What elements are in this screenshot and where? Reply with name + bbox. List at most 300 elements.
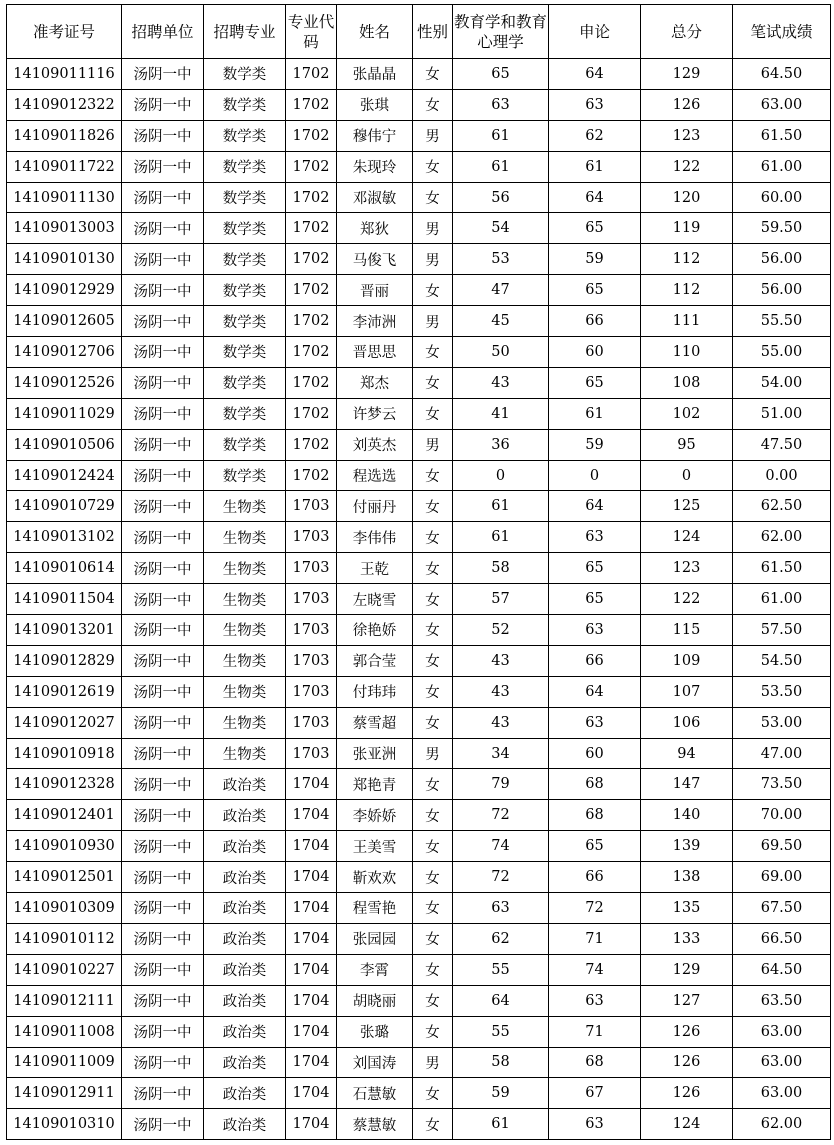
written-score-cell: 55.50 (733, 306, 831, 337)
major-cell: 数学类 (204, 89, 286, 120)
written-score-cell: 51.00 (733, 398, 831, 429)
essay-cell: 66 (549, 862, 641, 893)
total-cell: 125 (641, 491, 733, 522)
table-row (7, 1109, 831, 1140)
name-cell: 李娇娇 (337, 800, 413, 831)
written-score-cell: 64.50 (733, 59, 831, 90)
gender-cell: 男 (413, 738, 453, 769)
exam-id-cell: 14109011029 (7, 398, 122, 429)
education-psychology-cell: 61 (453, 1109, 549, 1140)
major-cell: 生物类 (204, 738, 286, 769)
written-score-cell: 73.50 (733, 769, 831, 800)
gender-cell: 男 (413, 120, 453, 151)
table-row (7, 1047, 831, 1078)
major-code-cell: 1702 (286, 429, 337, 460)
written-score-cell: 64.50 (733, 954, 831, 985)
essay-cell: 0 (549, 460, 641, 491)
education-psychology-cell: 43 (453, 707, 549, 738)
major-cell: 数学类 (204, 151, 286, 182)
essay-cell: 74 (549, 954, 641, 985)
education-psychology-cell: 47 (453, 275, 549, 306)
table-row (7, 676, 831, 707)
name-cell: 刘英杰 (337, 429, 413, 460)
unit-cell: 汤阴一中 (122, 120, 204, 151)
total-cell: 126 (641, 1047, 733, 1078)
essay-cell: 66 (549, 306, 641, 337)
major-cell: 数学类 (204, 460, 286, 491)
gender-cell: 女 (413, 367, 453, 398)
header-name: 姓名 (337, 5, 413, 59)
exam-id-cell: 14109012424 (7, 460, 122, 491)
unit-cell: 汤阴一中 (122, 831, 204, 862)
name-cell: 徐艳娇 (337, 615, 413, 646)
name-cell: 靳欢欢 (337, 862, 413, 893)
name-cell: 郭合莹 (337, 645, 413, 676)
name-cell: 马俊飞 (337, 244, 413, 275)
gender-cell: 女 (413, 182, 453, 213)
name-cell: 晋丽 (337, 275, 413, 306)
exam-id-cell: 14109012929 (7, 275, 122, 306)
total-cell: 109 (641, 645, 733, 676)
total-cell: 124 (641, 1109, 733, 1140)
essay-cell: 68 (549, 1047, 641, 1078)
exam-id-cell: 14109011116 (7, 59, 122, 90)
written-score-cell: 63.00 (733, 89, 831, 120)
exam-id-cell: 14109012619 (7, 676, 122, 707)
gender-cell: 女 (413, 584, 453, 615)
major-cell: 数学类 (204, 398, 286, 429)
major-cell: 生物类 (204, 676, 286, 707)
written-score-cell: 63.50 (733, 985, 831, 1016)
major-cell: 数学类 (204, 337, 286, 368)
essay-cell: 65 (549, 831, 641, 862)
major-code-cell: 1703 (286, 738, 337, 769)
written-score-cell: 59.50 (733, 213, 831, 244)
exam-id-cell: 14109010112 (7, 923, 122, 954)
table-row (7, 491, 831, 522)
name-cell: 张琪 (337, 89, 413, 120)
essay-cell: 67 (549, 1078, 641, 1109)
exam-score-table (6, 4, 831, 1140)
major-code-cell: 1704 (286, 1016, 337, 1047)
unit-cell: 汤阴一中 (122, 275, 204, 306)
written-score-cell: 61.50 (733, 553, 831, 584)
essay-cell: 63 (549, 707, 641, 738)
gender-cell: 女 (413, 553, 453, 584)
major-code-cell: 1704 (286, 1109, 337, 1140)
table-row (7, 738, 831, 769)
major-cell: 政治类 (204, 769, 286, 800)
major-code-cell: 1702 (286, 244, 337, 275)
major-cell: 数学类 (204, 244, 286, 275)
name-cell: 胡晓丽 (337, 985, 413, 1016)
major-code-cell: 1702 (286, 120, 337, 151)
total-cell: 124 (641, 522, 733, 553)
unit-cell: 汤阴一中 (122, 707, 204, 738)
essay-cell: 62 (549, 120, 641, 151)
education-psychology-cell: 55 (453, 954, 549, 985)
education-psychology-cell: 64 (453, 985, 549, 1016)
major-cell: 数学类 (204, 120, 286, 151)
total-cell: 135 (641, 893, 733, 924)
major-cell: 政治类 (204, 1016, 286, 1047)
exam-id-cell: 14109010930 (7, 831, 122, 862)
education-psychology-cell: 61 (453, 522, 549, 553)
written-score-cell: 54.00 (733, 367, 831, 398)
education-psychology-cell: 43 (453, 645, 549, 676)
unit-cell: 汤阴一中 (122, 985, 204, 1016)
name-cell: 刘国涛 (337, 1047, 413, 1078)
gender-cell: 女 (413, 800, 453, 831)
essay-cell: 63 (549, 615, 641, 646)
table-row (7, 244, 831, 275)
essay-cell: 68 (549, 800, 641, 831)
written-score-cell: 53.00 (733, 707, 831, 738)
major-code-cell: 1704 (286, 985, 337, 1016)
total-cell: 122 (641, 151, 733, 182)
name-cell: 朱现玲 (337, 151, 413, 182)
name-cell: 李霄 (337, 954, 413, 985)
written-score-cell: 56.00 (733, 244, 831, 275)
education-psychology-cell: 57 (453, 584, 549, 615)
header-essay: 申论 (549, 5, 641, 59)
gender-cell: 女 (413, 337, 453, 368)
exam-id-cell: 14109012401 (7, 800, 122, 831)
essay-cell: 72 (549, 893, 641, 924)
table-row (7, 707, 831, 738)
total-cell: 0 (641, 460, 733, 491)
exam-id-cell: 14109012328 (7, 769, 122, 800)
major-code-cell: 1704 (286, 954, 337, 985)
written-score-cell: 69.00 (733, 862, 831, 893)
table-row (7, 398, 831, 429)
unit-cell: 汤阴一中 (122, 151, 204, 182)
education-psychology-cell: 58 (453, 553, 549, 584)
unit-cell: 汤阴一中 (122, 306, 204, 337)
major-code-cell: 1702 (286, 59, 337, 90)
essay-cell: 64 (549, 491, 641, 522)
exam-id-cell: 14109010130 (7, 244, 122, 275)
name-cell: 邓淑敏 (337, 182, 413, 213)
name-cell: 郑狄 (337, 213, 413, 244)
major-code-cell: 1702 (286, 398, 337, 429)
written-score-cell: 47.00 (733, 738, 831, 769)
total-cell: 122 (641, 584, 733, 615)
gender-cell: 女 (413, 491, 453, 522)
total-cell: 147 (641, 769, 733, 800)
education-psychology-cell: 34 (453, 738, 549, 769)
essay-cell: 60 (549, 337, 641, 368)
major-cell: 政治类 (204, 1078, 286, 1109)
unit-cell: 汤阴一中 (122, 584, 204, 615)
gender-cell: 女 (413, 862, 453, 893)
major-code-cell: 1704 (286, 862, 337, 893)
education-psychology-cell: 50 (453, 337, 549, 368)
major-code-cell: 1702 (286, 337, 337, 368)
header-education-psychology: 教育学和教育心理学 (453, 5, 549, 59)
essay-cell: 68 (549, 769, 641, 800)
written-score-cell: 62.50 (733, 491, 831, 522)
essay-cell: 60 (549, 738, 641, 769)
gender-cell: 女 (413, 275, 453, 306)
major-code-cell: 1704 (286, 769, 337, 800)
table-row (7, 429, 831, 460)
exam-id-cell: 14109012027 (7, 707, 122, 738)
gender-cell: 女 (413, 89, 453, 120)
gender-cell: 女 (413, 615, 453, 646)
major-code-cell: 1703 (286, 707, 337, 738)
essay-cell: 64 (549, 59, 641, 90)
gender-cell: 女 (413, 398, 453, 429)
gender-cell: 男 (413, 1047, 453, 1078)
name-cell: 程选选 (337, 460, 413, 491)
header-total: 总分 (641, 5, 733, 59)
education-psychology-cell: 72 (453, 862, 549, 893)
unit-cell: 汤阴一中 (122, 89, 204, 120)
major-cell: 数学类 (204, 213, 286, 244)
table-row (7, 831, 831, 862)
education-psychology-cell: 62 (453, 923, 549, 954)
unit-cell: 汤阴一中 (122, 769, 204, 800)
unit-cell: 汤阴一中 (122, 213, 204, 244)
major-cell: 政治类 (204, 893, 286, 924)
name-cell: 晋思思 (337, 337, 413, 368)
essay-cell: 66 (549, 645, 641, 676)
unit-cell: 汤阴一中 (122, 460, 204, 491)
unit-cell: 汤阴一中 (122, 800, 204, 831)
header-exam-id: 准考证号 (7, 5, 122, 59)
gender-cell: 女 (413, 707, 453, 738)
written-score-cell: 62.00 (733, 1109, 831, 1140)
essay-cell: 71 (549, 1016, 641, 1047)
education-psychology-cell: 74 (453, 831, 549, 862)
major-cell: 政治类 (204, 954, 286, 985)
table-row (7, 522, 831, 553)
total-cell: 123 (641, 553, 733, 584)
gender-cell: 女 (413, 769, 453, 800)
essay-cell: 65 (549, 584, 641, 615)
essay-cell: 63 (549, 522, 641, 553)
table-row (7, 182, 831, 213)
total-cell: 139 (641, 831, 733, 862)
written-score-cell: 62.00 (733, 522, 831, 553)
written-score-cell: 60.00 (733, 182, 831, 213)
written-score-cell: 69.50 (733, 831, 831, 862)
total-cell: 94 (641, 738, 733, 769)
table-row (7, 584, 831, 615)
major-code-cell: 1704 (286, 923, 337, 954)
unit-cell: 汤阴一中 (122, 954, 204, 985)
major-code-cell: 1702 (286, 306, 337, 337)
education-psychology-cell: 43 (453, 676, 549, 707)
major-code-cell: 1704 (286, 800, 337, 831)
major-cell: 政治类 (204, 862, 286, 893)
major-code-cell: 1703 (286, 645, 337, 676)
header-written-score: 笔试成绩 (733, 5, 831, 59)
gender-cell: 女 (413, 59, 453, 90)
exam-id-cell: 14109010227 (7, 954, 122, 985)
unit-cell: 汤阴一中 (122, 553, 204, 584)
exam-id-cell: 14109012322 (7, 89, 122, 120)
major-cell: 生物类 (204, 491, 286, 522)
education-psychology-cell: 61 (453, 151, 549, 182)
gender-cell: 女 (413, 1109, 453, 1140)
total-cell: 110 (641, 337, 733, 368)
name-cell: 张璐 (337, 1016, 413, 1047)
education-psychology-cell: 52 (453, 615, 549, 646)
written-score-cell: 53.50 (733, 676, 831, 707)
table-row (7, 367, 831, 398)
table-row (7, 89, 831, 120)
major-cell: 数学类 (204, 367, 286, 398)
unit-cell: 汤阴一中 (122, 1078, 204, 1109)
total-cell: 129 (641, 954, 733, 985)
name-cell: 蔡慧敏 (337, 1109, 413, 1140)
name-cell: 许梦云 (337, 398, 413, 429)
exam-id-cell: 14109012911 (7, 1078, 122, 1109)
total-cell: 106 (641, 707, 733, 738)
written-score-cell: 61.00 (733, 584, 831, 615)
name-cell: 左晓雪 (337, 584, 413, 615)
total-cell: 133 (641, 923, 733, 954)
exam-id-cell: 14109012829 (7, 645, 122, 676)
gender-cell: 女 (413, 522, 453, 553)
written-score-cell: 61.50 (733, 120, 831, 151)
total-cell: 138 (641, 862, 733, 893)
unit-cell: 汤阴一中 (122, 1109, 204, 1140)
table-row (7, 306, 831, 337)
header-major: 招聘专业 (204, 5, 286, 59)
name-cell: 付玮玮 (337, 676, 413, 707)
table-row (7, 553, 831, 584)
major-code-cell: 1702 (286, 213, 337, 244)
written-score-cell: 63.00 (733, 1078, 831, 1109)
table-row (7, 893, 831, 924)
unit-cell: 汤阴一中 (122, 491, 204, 522)
exam-id-cell: 14109011504 (7, 584, 122, 615)
exam-id-cell: 14109013102 (7, 522, 122, 553)
name-cell: 付丽丹 (337, 491, 413, 522)
name-cell: 郑艳青 (337, 769, 413, 800)
total-cell: 111 (641, 306, 733, 337)
table-row (7, 985, 831, 1016)
total-cell: 126 (641, 89, 733, 120)
essay-cell: 64 (549, 182, 641, 213)
table-row (7, 615, 831, 646)
major-cell: 政治类 (204, 831, 286, 862)
written-score-cell: 63.00 (733, 1016, 831, 1047)
total-cell: 120 (641, 182, 733, 213)
gender-cell: 女 (413, 893, 453, 924)
total-cell: 127 (641, 985, 733, 1016)
major-cell: 数学类 (204, 182, 286, 213)
major-cell: 政治类 (204, 800, 286, 831)
major-code-cell: 1702 (286, 89, 337, 120)
major-cell: 数学类 (204, 275, 286, 306)
exam-id-cell: 14109011009 (7, 1047, 122, 1078)
written-score-cell: 0.00 (733, 460, 831, 491)
gender-cell: 男 (413, 306, 453, 337)
header-unit: 招聘单位 (122, 5, 204, 59)
exam-id-cell: 14109012501 (7, 862, 122, 893)
total-cell: 107 (641, 676, 733, 707)
major-code-cell: 1704 (286, 893, 337, 924)
table-row (7, 1016, 831, 1047)
table-row (7, 862, 831, 893)
table-row (7, 769, 831, 800)
unit-cell: 汤阴一中 (122, 1047, 204, 1078)
table-body (7, 59, 831, 1140)
total-cell: 95 (641, 429, 733, 460)
unit-cell: 汤阴一中 (122, 676, 204, 707)
unit-cell: 汤阴一中 (122, 615, 204, 646)
education-psychology-cell: 61 (453, 491, 549, 522)
gender-cell: 女 (413, 151, 453, 182)
exam-id-cell: 14109011130 (7, 182, 122, 213)
name-cell: 张园园 (337, 923, 413, 954)
gender-cell: 女 (413, 954, 453, 985)
written-score-cell: 67.50 (733, 893, 831, 924)
education-psychology-cell: 56 (453, 182, 549, 213)
education-psychology-cell: 72 (453, 800, 549, 831)
table-row (7, 923, 831, 954)
unit-cell: 汤阴一中 (122, 522, 204, 553)
major-code-cell: 1704 (286, 1078, 337, 1109)
exam-id-cell: 14109010729 (7, 491, 122, 522)
exam-id-cell: 14109011826 (7, 120, 122, 151)
exam-id-cell: 14109013003 (7, 213, 122, 244)
major-cell: 政治类 (204, 985, 286, 1016)
major-code-cell: 1702 (286, 367, 337, 398)
name-cell: 石慧敏 (337, 1078, 413, 1109)
exam-id-cell: 14109010309 (7, 893, 122, 924)
gender-cell: 女 (413, 1078, 453, 1109)
table-row (7, 460, 831, 491)
unit-cell: 汤阴一中 (122, 923, 204, 954)
exam-id-cell: 14109012706 (7, 337, 122, 368)
unit-cell: 汤阴一中 (122, 367, 204, 398)
major-cell: 生物类 (204, 707, 286, 738)
major-code-cell: 1703 (286, 584, 337, 615)
education-psychology-cell: 55 (453, 1016, 549, 1047)
table-row (7, 645, 831, 676)
name-cell: 王美雪 (337, 831, 413, 862)
essay-cell: 63 (549, 1109, 641, 1140)
unit-cell: 汤阴一中 (122, 398, 204, 429)
written-score-cell: 66.50 (733, 923, 831, 954)
gender-cell: 男 (413, 429, 453, 460)
unit-cell: 汤阴一中 (122, 337, 204, 368)
header-major-code: 专业代码 (286, 5, 337, 59)
essay-cell: 61 (549, 151, 641, 182)
written-score-cell: 55.00 (733, 337, 831, 368)
education-psychology-cell: 65 (453, 59, 549, 90)
exam-id-cell: 14109012111 (7, 985, 122, 1016)
education-psychology-cell: 63 (453, 89, 549, 120)
table-row (7, 151, 831, 182)
essay-cell: 59 (549, 429, 641, 460)
education-psychology-cell: 54 (453, 213, 549, 244)
essay-cell: 65 (549, 213, 641, 244)
essay-cell: 59 (549, 244, 641, 275)
unit-cell: 汤阴一中 (122, 862, 204, 893)
table-row (7, 800, 831, 831)
written-score-cell: 63.00 (733, 1047, 831, 1078)
gender-cell: 男 (413, 213, 453, 244)
exam-id-cell: 14109011722 (7, 151, 122, 182)
education-psychology-cell: 43 (453, 367, 549, 398)
major-cell: 数学类 (204, 59, 286, 90)
